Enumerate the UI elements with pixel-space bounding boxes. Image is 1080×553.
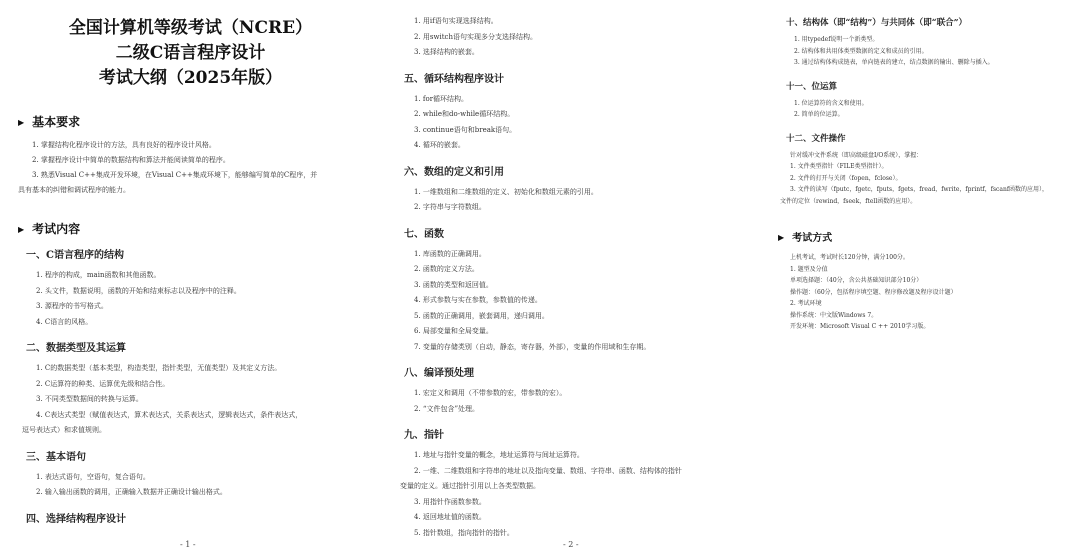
- chapter-2-list: [18, 361, 363, 439]
- section-content-heading: ▶ 考试内容: [18, 222, 81, 236]
- chapter-7-title: 七、函数: [404, 228, 444, 240]
- chapter-4-title: 四、选择结构程序设计: [26, 513, 126, 525]
- triangle-bullet-icon: ▶: [18, 223, 25, 234]
- chapter-3-title: 三、基本语句: [26, 451, 86, 463]
- chapter-3-list: [18, 470, 363, 501]
- list-item: 上机考试，考试时长120分钟，满分100分。: [790, 254, 909, 261]
- page-2: [396, 0, 746, 541]
- list-item: 6. 局部变量和全局变量。: [414, 327, 493, 335]
- list-item: 1. 用typedef说明一个新类型。: [794, 36, 879, 43]
- list-item: 4. 循环的嵌套。: [414, 141, 465, 149]
- chapter-8-title: 八、编译预处理: [404, 368, 474, 379]
- list-item: 3. 文件的读写（fputc，fgetc，fputs，fgets，fread，fwrite，fprintf，fscanf函数的应用），: [790, 186, 1049, 193]
- basic-item: 具有基本的纠错和调试程序的能力。: [18, 186, 130, 194]
- chapter-10-list: [778, 34, 1078, 69]
- list-item: 3. 不同类型数据间的转换与运算。: [36, 395, 143, 403]
- list-item: 1. 一维数组和二维数组的定义、初始化和数组元素的引用。: [414, 187, 598, 196]
- list-item: 3. 源程序的书写格式。: [36, 302, 108, 310]
- list-item: 文件的定位（rewind，fseek，ftell函数的应用）。: [780, 197, 917, 205]
- page-1: [18, 0, 363, 532]
- list-item: 1. C的数据类型（基本类型，构造类型，指针类型，无值类型）及其定义方法。: [36, 364, 282, 372]
- list-item: 2. 考试环境: [790, 300, 822, 307]
- list-item: 1. 程序的构成，main函数和其他函数。: [36, 271, 161, 279]
- chapter-11-title: 十一、位运算: [786, 81, 838, 92]
- basic-item: 2. 掌握程序设计中简单的数据结构和算法并能阅读简单的程序。: [32, 156, 230, 164]
- title-line-3: 考试大纲（2025年版）: [98, 68, 283, 88]
- list-item: 4. C表达式类型（赋值表达式，算术表达式，关系表达式，逻辑表达式，条件表达式，: [36, 410, 303, 419]
- method-body: [778, 252, 1078, 333]
- list-item: 5. 函数的正确调用，嵌套调用，递归调用。: [414, 311, 549, 320]
- list-item: 逗号表达式）和求值规则。: [22, 426, 106, 434]
- page-3: [778, 0, 1078, 333]
- list-item: 1. 宏定义和调用（不带参数的宏，带参数的宏）。: [414, 389, 567, 397]
- triangle-bullet-icon: ▶: [778, 231, 785, 242]
- list-item: 单项选择题：（40分，含公共基础知识部分10分）: [790, 277, 923, 284]
- list-item: 2. 输入输出函数的调用，正确输入数据并正确设计输出格式。: [36, 488, 227, 496]
- list-item: 1. 用if语句实现选择结构。: [414, 17, 498, 25]
- chapter-4-list: [396, 14, 746, 61]
- list-item: 3. 用指针作函数参数。: [414, 497, 486, 506]
- title-line-1: 全国计算机等级考试（NCRE）: [68, 18, 313, 38]
- chapter-12-body: [778, 150, 1078, 208]
- chapter-5-list: [396, 92, 746, 154]
- list-item: 4. C语言的风格。: [36, 317, 93, 326]
- chapter-6-list: [396, 185, 746, 216]
- chapter-9-list: [396, 448, 746, 541]
- list-item: 开发环境：Microsoft Visual C ++ 2010学习版。: [790, 323, 930, 330]
- list-item: 操作系统：中文版Windows 7。: [790, 311, 878, 319]
- list-item: 变量的定义。通过指针引用以上各类型数据。: [400, 482, 540, 490]
- list-item: 2. “文件包含”处理。: [414, 404, 480, 413]
- chapter-1-list: [18, 268, 363, 330]
- list-item: 2. 字符串与字符数组。: [414, 203, 486, 211]
- list-item: 2. 结构体和共用体类型数据的定义和成员的引用。: [794, 47, 928, 55]
- chapter-11-list: [778, 98, 1078, 121]
- list-item: 5. 指针数组，指向指针的指针。: [414, 528, 514, 537]
- chapter-7-list: [396, 247, 746, 356]
- chapter-12-title: 十二、文件操作: [786, 133, 846, 144]
- list-item: 2. C运算符的种类、运算优先级和结合性。: [36, 379, 170, 388]
- list-item: 1. 库函数的正确调用。: [414, 249, 486, 258]
- list-item: 2. 一维、二维数组和字符串的地址以及指向变量、数组、字符串、函数、结构体的指针: [414, 466, 682, 475]
- list-item: 4. 返回地址值的函数。: [414, 513, 486, 521]
- chapter-5-title: 五、循环结构程序设计: [404, 73, 504, 85]
- chapter-10-title: 十、结构体（即“结构”）与共同体（即“联合”）: [786, 18, 968, 28]
- chapter-1-title: 一、C语言程序的结构: [26, 250, 124, 261]
- list-item: 2. 文件的打开与关闭（fopen，fclose）。: [790, 174, 902, 182]
- list-item: 4. 形式参数与实在参数，参数值的传递。: [414, 296, 542, 304]
- list-item: 2. 头文件，数据说明，函数的开始和结束标志以及程序中的注释。: [36, 286, 241, 295]
- list-item: 3. 选择结构的嵌套。: [414, 48, 479, 56]
- triangle-bullet-icon: ▶: [18, 116, 25, 127]
- title-line-2: 二级C语言程序设计: [115, 43, 266, 63]
- list-item: 2. 用switch语句实现多分支选择结构。: [414, 32, 537, 41]
- basic-item: 3. 熟悉Visual C++集成开发环境，在Visual C++集成环境下，能够编写简单的C程序，并: [32, 171, 318, 179]
- list-item: 针对缓冲文件系统（即高级磁盘I/O系统），掌握：: [790, 151, 923, 159]
- list-item: 2. 简单的位运算。: [794, 111, 844, 118]
- chapter-6-title: 六、数组的定义和引用: [404, 166, 504, 178]
- list-item: 1. 地址与指针变量的概念，地址运算符与间址运算符。: [414, 451, 584, 459]
- list-item: 2. while和do-while循环结构。: [414, 110, 515, 118]
- section-method-heading: ▶ 考试方式: [778, 231, 833, 244]
- section-basic-heading: ▶ 基本要求: [18, 115, 81, 129]
- list-item: 3. continue语句和break语句。: [414, 125, 517, 134]
- list-item: 操作题：（60分，包括程序填空题、程序修改题及程序设计题）: [790, 288, 957, 296]
- basic-item: 1. 掌握结构化程序设计的方法，具有良好的程序设计风格。: [32, 141, 216, 149]
- list-item: 7. 变量的存储类别（自动，静态，寄存器，外部），变量的作用域和生存期。: [414, 342, 651, 351]
- list-item: 1. 文件类型指针（FILE类型指针）。: [790, 163, 888, 170]
- page-number: - 2 -: [563, 540, 579, 549]
- list-item: 2. 函数的定义方法。: [414, 265, 479, 273]
- list-item: 1. 位运算符的含义和使用。: [794, 99, 868, 107]
- chapter-9-title: 九、指针: [404, 430, 444, 441]
- list-item: 1. 题型及分值: [790, 265, 828, 273]
- list-item: 1. 表达式语句，空语句，复合语句。: [36, 472, 150, 481]
- list-item: 3. 函数的类型和返回值。: [414, 280, 493, 289]
- chapter-2-title: 二、数据类型及其运算: [26, 343, 126, 354]
- page-number: - 1 -: [180, 540, 196, 549]
- document-title: [18, 16, 363, 91]
- list-item: 3. 通过结构体构成链表，单向链表的建立，结点数据的输出、删除与插入。: [794, 59, 994, 66]
- chapter-8-list: [396, 386, 746, 417]
- list-item: 1. for循环结构。: [414, 94, 469, 103]
